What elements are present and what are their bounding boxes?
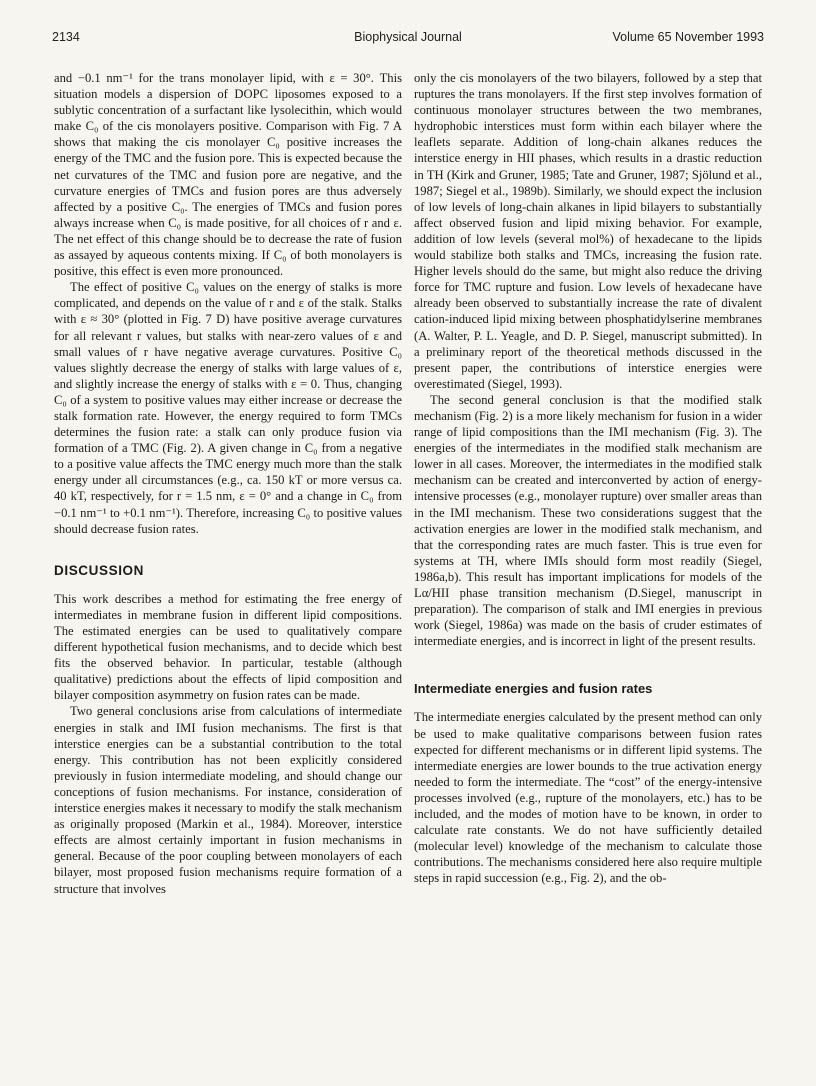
page-header xyxy=(52,30,764,50)
paragraph: and −0.1 nm⁻¹ for the trans monolayer lipid, with ε = 30°. This situation models a dispersion of DOPC liposomes exposed to a sublytic concentration of a surfactant like lysolecithin, which would make C₀ of the cis monolayers positive. Comparison with Fig. 7 A shows that making the cis monolayer C₀ positive increases the energy of the TMC and the fusion pore. This is expected because the net curvatures of the TMC and fusion pore are negative, and the curvature energies of TMCs and fusion pores are thus adversely affected by a positive C₀. The energies of TMCs and fusion pores always increase when C₀ is made positive, for all choices of r and ε. The net effect of this change should be to decrease the rate of fusion as assayed by aqueous contents mixing. If C₀ of both monolayers is positive, this effect is even more pronounced. xyxy=(54,71,402,279)
left-column xyxy=(54,70,402,897)
paragraph: Two general conclusions arise from calculations of intermediate energies in stalk and IMI fusion mechanisms. The first is that interstice energies can be a substantial contribution to the total energy. This contribution has not been explicitly considered previously in fusion intermediate modeling, and should change our conceptions of fusion mechanisms. For instance, consideration of interstice energies makes it necessary to modify the stalk mechanism as originally proposed (Markin et al., 1984). Moreover, interstice effects are almost certainly important in fusion mechanisms in general. Because of the poor coupling between monolayers of each bilayer, most proposed fusion mechanisms require formation of a structure that involves xyxy=(54,704,402,896)
volume-info: Volume 65 November 1993 xyxy=(612,30,764,44)
paragraph: only the cis monolayers of the two bilayers, followed by a step that ruptures the trans monolayers. If the first step involves formation of continuous monolayer structures between the two membranes, hydrophobic interstices must form within each bilayer where the leaflets separate. Addition of long-chain alkanes reduces the interstice energy in HII phases, which results in a drastic reduction in TH (Kirk and Gruner, 1985; Tate and Gruner, 1987; Sjölund et al., 1987; Siegel et al., 1989b). Similarly, we should expect the inclusion of low levels of long-chain alkanes in lipid bilayers to substantially affect observed fusion and lipid mixing behavior. For example, addition of low levels (several mol%) of hexadecane to the lipids would stabilize both stalks and TMCs, increasing the fusion rate. Higher levels should do the same, but might also reduce the driving force for TMC rupture and fusion. Low levels of hexadecane have already been observed to substantially increase the rate of divalent cation-induced lipid mixing between phosphatidylserine membranes (A. Walter, P. L. Yeagle, and D. P. Siegel, manuscript submitted). In a preliminary report of the theoretical methods discussed in the present paper, the contributions of interstice energies were overestimated (Siegel, 1993). xyxy=(414,71,762,391)
subsection-heading-intermediate-energies: Intermediate energies and fusion rates xyxy=(414,681,653,697)
paragraph: The second general conclusion is that the modified stalk mechanism (Fig. 2) is a more likely mechanism for fusion in a wider range of lipid compositions than the IMI mechanism (Fig. 3). The energies of the intermediates in the modified stalk mechanism are lower in all cases. Moreover, the intermediates in the modified stalk mechanism can be created and interconverted by action of energy-intensive processes (e.g., monolayer rupture) over smaller areas than in the IMI mechanism. These two considerations suggest that the activation energies are lower in the modified stalk mechanism, and that the corresponding rates are much faster. This is true even for systems at TH, where IMIs should form most readily (Siegel, 1986a,b). This result has important implications for models of the Lα/HII phase transition mechanism (D.Siegel, manuscript in preparation). The comparison of stalk and IMI energies in previous work (Siegel, 1986a) was made on the basis of cruder estimates of intermediate energies, and is incorrect in light of the present results. xyxy=(414,392,762,649)
section-heading-discussion: DISCUSSION xyxy=(54,562,145,578)
paragraph: This work describes a method for estimating the free energy of intermediates in membrane fusion in different lipid compositions. The estimated energies can be used to qualitatively compare different hypothetical fusion mechanisms, and to decide which best fits the observed behavior. In particular, testable (although qualitative) predictions about the effects of lipid composition and bilayer composition asymmetry on fusion rates can be made. xyxy=(54,591,402,703)
paragraph: The intermediate energies calculated by the present method can only be used to make qualitative comparisons between fusion rates expected for different mechanisms or in different lipid systems. The intermediate energies are lower bounds to the true activation energy needed to form the intermediate. The “cost” of the energy-intensive processes involved (e.g., rupture of the monolayers, etc.) has to be included, and the modes of motion have to be known, in order to calculate rate constants. We do not have sufficiently detailed (molecular level) knowledge of the mechanism to calculate those contributions. The mechanisms considered here also require multiple steps in rapid succession (e.g., Fig. 2), and the ob- xyxy=(414,710,762,886)
page-number: 2134 xyxy=(52,30,80,44)
paragraph: The effect of positive C₀ values on the energy of stalks is more complicated, and depends on the value of r and ε of the stalk. Stalks with ε ≈ 30° (plotted in Fig. 7 D) have positive average curvatures for all relevant r values, but stalks with near-zero values of ε and small values of r have negative average curvatures. Positive C₀ values slightly decrease the energy of stalks with large values of ε, and slightly increase the energy of stalks with ε = 0. Thus, changing C₀ of a system to positive values may either increase or decrease the stalk formation rate. However, the energy required to form TMCs determines the fusion rate: a stalk can only produce fusion via formation of a TMC (Fig. 2). A given change in C₀ from a negative to a positive value affects the TMC energy much more than the stalk energy under all circumstances (e.g., ca. 150 kT or more versus ca. 40 kT, respectively, for r = 1.5 nm, ε = 0° and a change in C₀ from −0.1 nm⁻¹ to +0.1 nm⁻¹). Therefore, increasing C₀ to positive values should decrease fusion rates. xyxy=(54,280,402,536)
right-column xyxy=(414,70,762,887)
journal-name: Biophysical Journal xyxy=(354,30,462,44)
